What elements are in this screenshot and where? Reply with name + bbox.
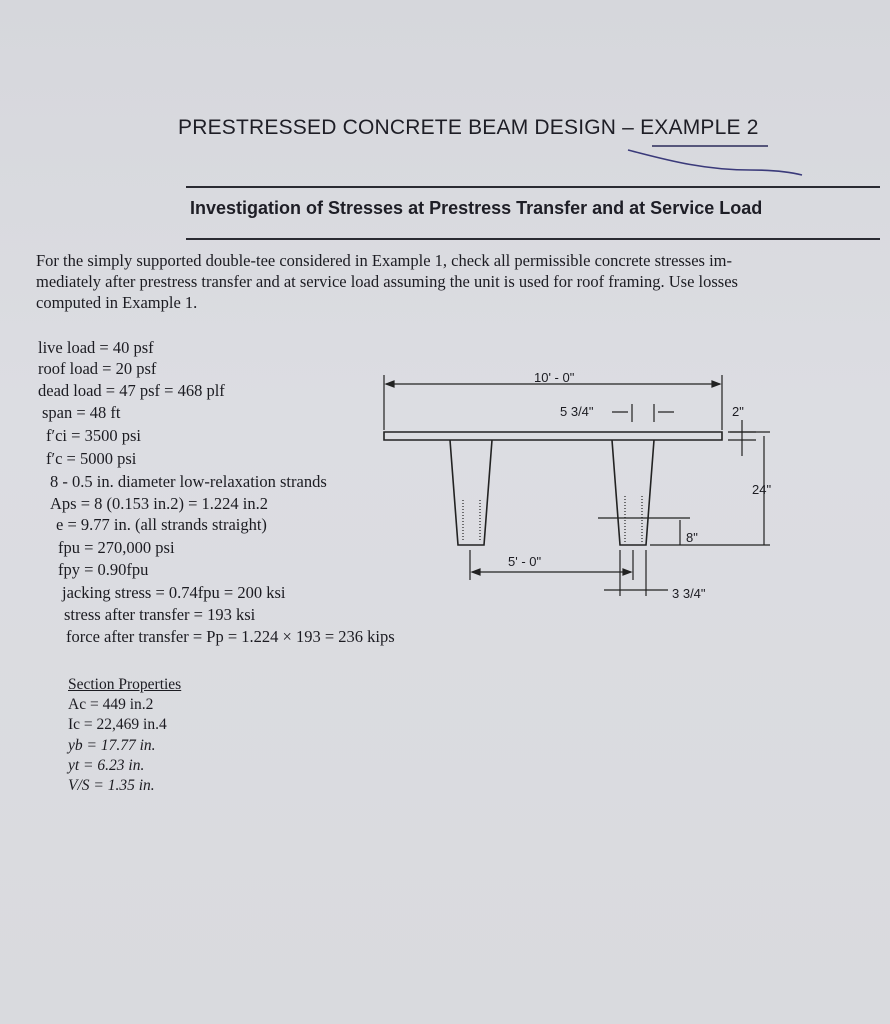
given-line: fpu = 270,000 psi [58,538,175,557]
intro-line: computed in Example 1. [36,293,198,312]
section-property-line: yb = 17.77 in. [68,737,156,754]
given-line: e = 9.77 in. (all strands straight) [56,515,267,534]
width-label: 10' - 0" [534,370,575,385]
section-property-line: Ac = 449 in.2 [68,696,154,713]
given-line: stress after transfer = 193 ksi [64,605,256,624]
given-line: jacking stress = 0.74fpu = 200 ksi [62,583,286,602]
strand-cg-label: 8" [686,530,698,545]
section-property-line: yt = 6.23 in. [68,757,145,774]
given-line: span = 48 ft [42,403,121,422]
given-line: 8 - 0.5 in. diameter low-relaxation strands [50,472,327,491]
flange-thickness-label: 2" [732,404,744,419]
given-line: f′ci = 3500 psi [46,426,141,445]
given-line: dead load = 47 psf = 468 plf [38,381,225,400]
page-title: PRESTRESSED CONCRETE BEAM DESIGN – EXAMPLE 2 [178,116,759,139]
depth-label: 24" [752,482,772,497]
section-property-line: V/S = 1.35 in. [68,777,155,794]
given-line: fpy = 0.90fpu [58,560,149,579]
given-line: force after transfer = Pp = 1.224 × 193 = 236 kips [66,627,395,646]
section-properties-heading: Section Properties [68,676,182,693]
intro-line: For the simply supported double-tee considered in Example 1, check all permissible concrete stresses im- [36,251,733,270]
web-bottom-label: 3 3/4" [672,586,706,601]
given-line: roof load = 20 psf [38,359,157,378]
given-line: Aps = 8 (0.153 in.2) = 1.224 in.2 [50,494,268,513]
web-spacing-label: 5' - 0" [508,554,542,569]
intro-line: mediately after prestress transfer and at service load assuming the unit is used for roof framing. Use losses [36,272,738,291]
given-line: live load = 40 psf [38,338,154,357]
given-line: f′c = 5000 psi [46,449,137,468]
section-subtitle: Investigation of Stresses at Prestress Transfer and at Service Load [190,198,763,218]
web-top-label: 5 3/4" [560,404,594,419]
section-property-line: Ic = 22,469 in.4 [68,716,167,733]
